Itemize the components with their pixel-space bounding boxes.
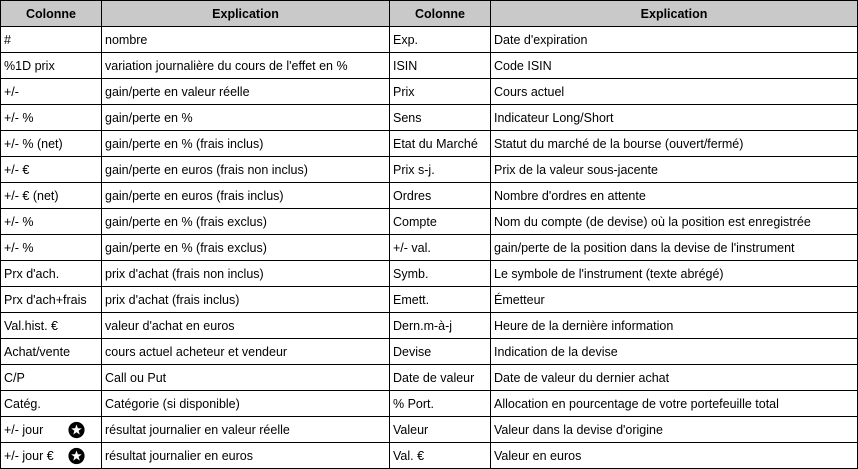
colonne-cell: [390, 443, 491, 469]
explication-cell-text: Nombre d'ordres en attente: [494, 188, 646, 203]
explication-cell: [491, 391, 858, 417]
explication-cell-text: cours actuel acheteur et vendeur: [105, 344, 288, 359]
header-row: [1, 1, 858, 27]
explication-cell: [491, 287, 858, 313]
explication-cell-text: résultat journalier en euros: [105, 448, 253, 463]
explication-cell: [491, 157, 858, 183]
colonne-cell: [1, 105, 102, 131]
colonne-cell: [390, 105, 491, 131]
colonne-cell-text: +/- %: [4, 214, 34, 229]
colonne-cell: [1, 339, 102, 365]
explication-cell-text: Statut du marché de la bourse (ouvert/fermé): [494, 136, 744, 151]
explication-cell-text: variation journalière du cours de l'effet en %: [105, 58, 348, 73]
colonne-cell-text: Dern.m-à-j: [393, 318, 453, 333]
colonne-cell-text: Achat/vente: [4, 344, 71, 359]
colonne-cell-text: +/- %: [4, 240, 34, 255]
explication-cell: [491, 53, 858, 79]
explication-cell-text: gain/perte en % (frais inclus): [105, 136, 264, 151]
explication-cell: [491, 235, 858, 261]
colonne-cell-text: +/- €: [4, 162, 30, 177]
header-colonne-1: Colonne: [1, 1, 102, 27]
explication-cell: [491, 79, 858, 105]
colonne-cell-text: Devise: [393, 344, 432, 359]
explication-cell-text: Date d'expiration: [494, 32, 588, 47]
colonne-cell-text: Prx d'ach.: [4, 266, 60, 281]
colonne-cell-text: ISIN: [393, 58, 418, 73]
explication-cell: [102, 53, 390, 79]
explication-cell-text: Heure de la dernière information: [494, 318, 674, 333]
colonne-cell: [1, 53, 102, 79]
explication-cell-text: résultat journalier en valeur réelle: [105, 422, 290, 437]
header-explication-2: Explication: [491, 1, 858, 27]
explication-cell: [102, 443, 390, 469]
colonne-cell: [1, 79, 102, 105]
explication-cell: [102, 157, 390, 183]
explication-cell: [102, 131, 390, 157]
colonne-cell: [1, 27, 102, 53]
explication-cell: [102, 209, 390, 235]
colonne-cell: [1, 235, 102, 261]
explication-cell-text: prix d'achat (frais non inclus): [105, 266, 264, 281]
explication-cell: [102, 339, 390, 365]
explication-cell: [491, 443, 858, 469]
explication-cell-text: prix d'achat (frais inclus): [105, 292, 240, 307]
colonne-cell-text: Val. €: [393, 448, 425, 463]
colonne-cell: [390, 79, 491, 105]
colonne-cell-text: Symb.: [393, 266, 429, 281]
explication-cell-text: Valeur dans la devise d'origine: [494, 422, 663, 437]
colonne-cell-text: #: [4, 32, 11, 47]
colonne-cell-text: Catég.: [4, 396, 41, 411]
colonne-cell-text: Sens: [393, 110, 422, 125]
explication-cell: [102, 79, 390, 105]
colonne-cell-text: +/- val.: [393, 240, 431, 255]
explication-cell: [491, 131, 858, 157]
table-row: [1, 209, 858, 235]
colonne-cell: [390, 235, 491, 261]
explication-cell: [491, 183, 858, 209]
colonne-cell: [390, 131, 491, 157]
colonne-cell-text: Ordres: [393, 188, 432, 203]
table-row: [1, 261, 858, 287]
table-row: [1, 391, 858, 417]
colonne-cell: [1, 365, 102, 391]
colonne-cell: [1, 417, 102, 443]
explication-cell: [491, 313, 858, 339]
colonne-cell: [390, 287, 491, 313]
explication-cell-text: Valeur en euros: [494, 448, 582, 463]
star-circle-icon: [68, 447, 85, 464]
explication-cell-text: valeur d'achat en euros: [105, 318, 235, 333]
explication-cell-text: gain/perte en %: [105, 110, 193, 125]
colonne-cell: [390, 183, 491, 209]
explication-cell-text: gain/perte en euros (frais non inclus): [105, 162, 308, 177]
colonne-cell-text: % Port.: [393, 396, 434, 411]
explication-cell: [491, 417, 858, 443]
colonne-cell: [1, 183, 102, 209]
colonne-cell-text: Date de valeur: [393, 370, 475, 385]
explication-cell-text: gain/perte en valeur réelle: [105, 84, 250, 99]
explication-cell: [491, 105, 858, 131]
explication-cell-text: Indication de la devise: [494, 344, 618, 359]
explication-cell: [102, 391, 390, 417]
colonne-cell-text: Val.hist. €: [4, 318, 58, 333]
colonne-cell-text: Etat du Marché: [393, 136, 478, 151]
colonne-cell: [390, 157, 491, 183]
colonne-cell: [1, 131, 102, 157]
colonne-cell-text: Emett.: [393, 292, 430, 307]
colonne-cell: [390, 417, 491, 443]
colonne-cell-text: +/- % (net): [4, 136, 63, 151]
explication-cell: [102, 287, 390, 313]
explication-cell-text: Call ou Put: [105, 370, 167, 385]
colonne-cell-text: +/- jour: [4, 422, 44, 437]
header-explication-1: Explication: [102, 1, 390, 27]
colonne-cell: [390, 313, 491, 339]
table-row: [1, 27, 858, 53]
explication-cell-text: Le symbole de l'instrument (texte abrégé): [494, 266, 724, 281]
explication-cell: [102, 417, 390, 443]
table-row: [1, 131, 858, 157]
colonne-cell: [390, 27, 491, 53]
table-row: [1, 105, 858, 131]
table-row: [1, 287, 858, 313]
explication-cell-text: nombre: [105, 32, 148, 47]
table-row: [1, 339, 858, 365]
header-colonne-2: Colonne: [390, 1, 491, 27]
colonne-cell: [390, 261, 491, 287]
colonne-cell-text: Compte: [393, 214, 437, 229]
explication-cell-text: gain/perte de la position dans la devise de l'instrument: [494, 240, 795, 255]
table-row: [1, 183, 858, 209]
colonne-cell-text: +/- € (net): [4, 188, 59, 203]
colonne-cell-text: Prix s-j.: [393, 162, 435, 177]
table-row: [1, 235, 858, 261]
explication-cell: [491, 365, 858, 391]
colonne-cell: [1, 443, 102, 469]
colonne-cell-text: Prix: [393, 84, 415, 99]
colonne-cell: [1, 391, 102, 417]
explication-cell-text: Prix de la valeur sous-jacente: [494, 162, 658, 177]
explication-cell: [102, 105, 390, 131]
colonne-cell-text: C/P: [4, 370, 25, 385]
table-row: [1, 53, 858, 79]
colonne-cell: [1, 209, 102, 235]
colonne-cell: [390, 209, 491, 235]
colonne-cell-text: +/-: [4, 84, 19, 99]
explication-cell: [102, 261, 390, 287]
explication-cell-text: Catégorie (si disponible): [105, 396, 240, 411]
explication-cell-text: Code ISIN: [494, 58, 552, 73]
colonne-cell: [390, 339, 491, 365]
colonne-cell: [390, 365, 491, 391]
colonne-cell-text: %1D prix: [4, 58, 55, 73]
colonne-cell: [1, 287, 102, 313]
explication-cell: [102, 365, 390, 391]
explication-cell: [102, 313, 390, 339]
explication-cell: [491, 339, 858, 365]
table-row: [1, 417, 858, 443]
table-row: [1, 365, 858, 391]
colonne-cell: [390, 391, 491, 417]
table-row: [1, 79, 858, 105]
colonne-cell: [1, 261, 102, 287]
explication-cell-text: Allocation en pourcentage de votre portefeuille total: [494, 396, 779, 411]
explication-cell-text: Date de valeur du dernier achat: [494, 370, 670, 385]
explication-cell-text: gain/perte en % (frais exclus): [105, 214, 267, 229]
explication-cell-text: gain/perte en % (frais exclus): [105, 240, 267, 255]
colonne-cell: [1, 157, 102, 183]
explication-cell-text: Indicateur Long/Short: [494, 110, 614, 125]
explication-cell: [491, 261, 858, 287]
table-row: [1, 443, 858, 469]
explication-cell-text: Émetteur: [494, 292, 545, 307]
explication-cell-text: gain/perte en euros (frais inclus): [105, 188, 284, 203]
table-row: [1, 157, 858, 183]
colonne-cell: [390, 53, 491, 79]
colonne-cell: [1, 313, 102, 339]
star-circle-icon: [68, 421, 85, 438]
colonne-cell-text: +/- jour €: [4, 448, 54, 463]
explication-cell: [491, 209, 858, 235]
colonne-cell-text: Valeur: [393, 422, 429, 437]
explication-cell: [102, 235, 390, 261]
explication-cell: [102, 27, 390, 53]
explication-cell-text: Cours actuel: [494, 84, 565, 99]
colonne-cell-text: Prx d'ach+frais: [4, 292, 87, 307]
colonne-cell-text: Exp.: [393, 32, 419, 47]
explication-cell: [102, 183, 390, 209]
explication-cell: [491, 27, 858, 53]
colonne-cell-text: +/- %: [4, 110, 34, 125]
table-row: [1, 313, 858, 339]
explication-cell-text: Nom du compte (de devise) où la position est enregistrée: [494, 214, 811, 229]
